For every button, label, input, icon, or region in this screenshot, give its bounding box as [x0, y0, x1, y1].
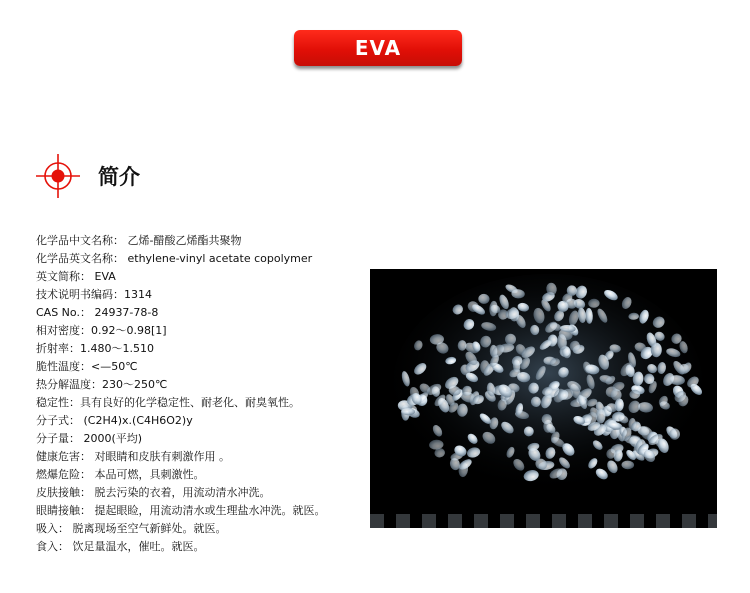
spec-line: 化学品中文名称： 乙烯-醋酸乙烯酯共聚物 — [36, 234, 242, 247]
title-banner — [294, 30, 462, 66]
spec-line: 皮肤接触： 脱去污染的衣着，用流动清水冲洗。 — [36, 486, 271, 499]
spec-line: 相对密度：0.92～0.98[1] — [36, 324, 167, 337]
pellet — [596, 409, 606, 424]
spec-line: 热分解温度：230～250℃ — [36, 378, 168, 391]
spec-line: 技术说明书编码：1314 — [36, 288, 152, 301]
section-header — [36, 154, 140, 198]
spec-line: 食入： 饮足量温水，催吐。就医。 — [36, 540, 205, 553]
spec-line: 化学品英文名称： ethylene-vinyl acetate copolymer — [36, 252, 313, 265]
watermark-strip — [370, 514, 717, 528]
spec-line: 燃爆危险： 本品可燃，具刺激性。 — [36, 468, 205, 481]
spec-line: 英文简称： EVA — [36, 270, 116, 283]
banner-title: EVA — [354, 36, 402, 60]
target-crosshair-icon — [36, 154, 80, 198]
spec-line: 健康危害： 对眼睛和皮肤有刺激作用 。 — [36, 450, 230, 463]
spec-line: 稳定性：具有良好的化学稳定性、耐老化、耐臭氧性。 — [36, 396, 300, 409]
spec-list — [36, 232, 326, 556]
spec-line: 眼睛接触： 提起眼睑，用流动清水或生理盐水冲洗。就医。 — [36, 504, 326, 517]
product-photo — [370, 269, 717, 528]
spec-line: 分子式： (C2H4)x.(C4H6O2)y — [36, 414, 193, 427]
section-heading: 简介 — [98, 165, 140, 189]
spec-line: 分子量： 2000(平均) — [36, 432, 143, 445]
spec-line: 吸入： 脱离现场至空气新鲜处。就医。 — [36, 522, 227, 535]
spec-line: CAS No.： 24937-78-8 — [36, 306, 159, 319]
spec-line: 折射率：1.480～1.510 — [36, 342, 154, 355]
spec-line: 脆性温度：<—50℃ — [36, 360, 138, 373]
